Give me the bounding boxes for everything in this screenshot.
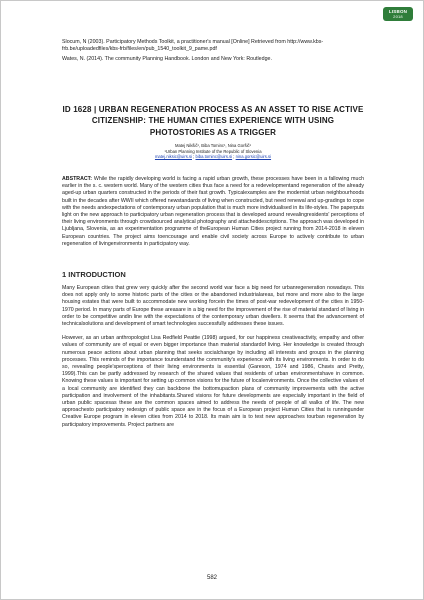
body-paragraph: However, as an urban anthropologist Lisa Redfield Peattie (1998) argued, for our happiness creativeactivity, empathy and other values of community are of equal or even bigger importance than material standardof living. Her knowledge is created through numerous peace actions about urban planning that seeks socialchange by including all interests and groups in the planning processes. This reminds of the importance tounderstand the community's experience with its living environments. In order to do so, revealing people'sperceptions of their living environments is essential (Gareson, 1974 and 1986, Chavis and Pretty, 1999).This can be partly addressed by research of the shared values that residents of urban environmentshave in common. Knowing these values is important for setting up common visions for the future of localenvironments. Once the collective values of a local community are identified they can backbone the bottomupaction plans of community improvements with the active participation and involvement of the inhabitants.Shared visions for future developments are especially important in the field of urban public spacesas these are the common spaces aimed to address the needs of people of all walks of life. The new approachesto participatory redesign of public space are in the focus of a European project Human Cities that is runningunder Creative Europe program in eleven cities from 2014 to 2018. Its main aim is to test new approaches tourban regeneration by participatory improvements. Project partners are	[62, 335, 364, 428]
abstract-text: While the rapidly developing world is facing a rapid urban growth, these processes have been in a fallowing much earlier in the s. c. western world. Many of the western cities thus face a need for a redevelopmentand regeneration of the already aged-up urban quarters constructed in the periods of their fast growth. Typicalexamples are the modernist urban neighbourhoods built in the decades after WWII which offered newstandards of living when constructed, but need renewal and up-gradings to cope with the needs andexpectations of contemporary urban population that is much more individualised in its life-styles. The paperputs light on the new approach to participatory urban regeneration process that is developed around revealingresidents' perceptions of their living environments through crowdsourced analytical photography and attacheddescriptions. The approach was developed in Ljubljana, Slovenia, as an experimentation programme of theEuropean Human Cities project running from 2014-2018 in eleven European countries. The project aims toencourage and enable civil society across Europe to actively contribute to urban regeneration of livingenvironments in participatory way.	[62, 175, 364, 247]
author-affiliation: ¹Urban Planning Institute of the Republic of Slovenia	[164, 148, 262, 154]
page-content	[62, 39, 364, 436]
body-paragraph: Many European cities that grew very quickly after the second world war face a big need for urbanregeneration nowadays. This does not apply only to some historic parts of the cities or the abandoned industrialareas, but more and more also to the large housing estates that were built to accommodate new working forcein the times of post-war redevelopment of the cities in 1950-1970 period. In many parts of Europe these areasare in a big need for the improvement of the rise of material standard of living in order to be competitive andin line with the expectations of the contemporary urban dwellers. It seems that the advancement of technicalsolutions and development of smart technologies successfully addresses these issues.	[62, 284, 364, 327]
author-list: Matej Nikšič¹, Biba Tominc¹, Nina Goršič¹	[174, 143, 251, 149]
reference-entry: Slocum, N (2003). Participatory Methods Toolkit, a practitioner's manual [Online] Retrieved from http://www.kbs-frb.be/uploadedfiles/kbs-frb/files/en/pub_1540_toolkit_9_pame.pdf	[62, 39, 324, 53]
email-link[interactable]: nina.gorsic@uirs.si	[235, 154, 272, 160]
conference-logo	[383, 7, 413, 21]
section-heading: 1 INTRODUCTION	[62, 269, 126, 279]
abstract	[62, 176, 364, 248]
abstract-label: ABSTRACT:	[62, 175, 93, 182]
reference-entry: Wates, N. (2014). The community Planning Handbook. London and New York: Routledge.	[62, 56, 272, 63]
logo-text: LISBON	[388, 9, 408, 14]
logo-year: 2018	[393, 14, 403, 19]
email-link[interactable]: matej.niksic@uirs.si	[154, 154, 192, 160]
email-link[interactable]: biba.tominc@uirs.si	[195, 154, 233, 160]
page-number: 582	[206, 575, 217, 581]
paper-title: ID 1628 | URBAN REGENERATION PROCESS AS AN ASSET TO RISE ACTIVE CITIZENSHIP: THE HUMAN CITIES EXPERIENCE WITH USING PHOTOSTORIES AS A TRIGGER	[62, 104, 364, 137]
author-emails: matej.niksic@uirs.si ; biba.tominc@uirs.si ; nina.gorsic@uirs.si	[154, 154, 272, 160]
